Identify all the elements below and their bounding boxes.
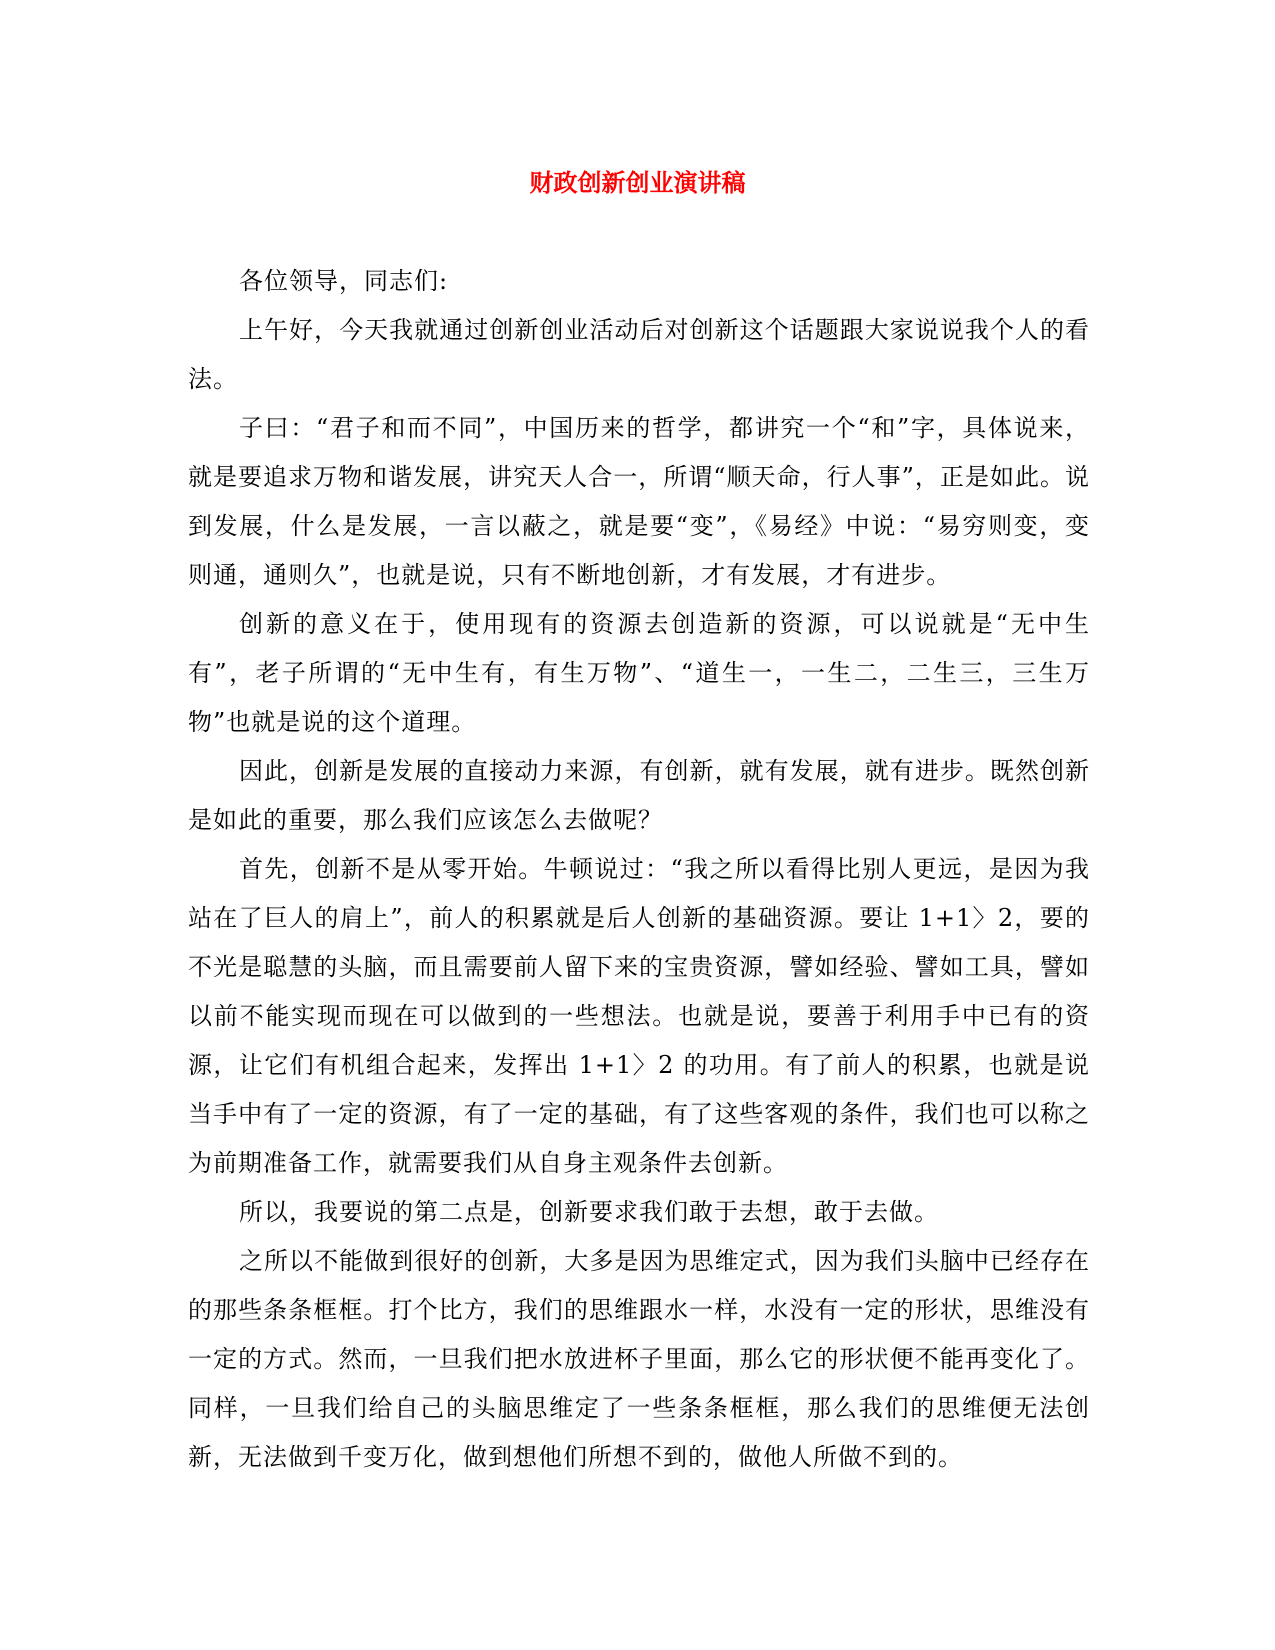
document-title: 财政创新创业演讲稿 (529, 168, 746, 197)
paragraph-opening: 上午好，今天我就通过创新创业活动后对创新这个话题跟大家说说我个人的看法。 (188, 316, 1090, 393)
paragraph-greeting: 各位领导，同志们: (239, 267, 449, 295)
paragraph-meaning: 创新的意义在于，使用现有的资源去创造新的资源，可以说就是“无中生有”，老子所谓的“无中生有，有生万物”、“道生一，一生二，二生三，三生万物”也就是说的这个道理。 (188, 610, 1090, 736)
paragraph-importance: 因此，创新是发展的直接动力来源，有创新，就有发展，就有进步。既然创新是如此的重要，那么我们应该怎么去做呢？ (188, 757, 1090, 834)
paragraph-first-point: 首先，创新不是从零开始。牛顿说过：“我之所以看得比别人更远，是因为我站在了巨人的肩上”，前人的积累就是后人创新的基础资源。要让 1+1〉2，要的不光是聪慧的头脑，而且需要前人留下来的宝贵资源，譬如经验、譬如工具，譬如以前不能实现而现在可以做到的一些想法。也就是说，要善于利用手中已有的资源，让它们有机组合起来，发挥出 1+1〉2 的功用。有了前人的积累，也就是说当手中有了一定的资源，有了一定的基础，有了这些客观的条件，我们也可以称之为前期准备工作，就需要我们从自身主观条件去创新。 (188, 855, 1090, 1177)
document-body (188, 257, 1090, 1482)
paragraph-mindset: 之所以不能做到很好的创新，大多是因为思维定式，因为我们头脑中已经存在的那些条条框框。打个比方，我们的思维跟水一样，水没有一定的形状，思维没有一定的方式。然而，一旦我们把水放进杯子里面，那么它的形状便不能再变化了。同样，一旦我们给自己的头脑思维定了一些条条框框，那么我们的思维便无法创新，无法做到千变万化，做到想他们所想不到的，做他人所做不到的。 (188, 1247, 1090, 1471)
paragraph-second-point: 所以，我要说的第二点是，创新要求我们敢于去想，敢于去做。 (239, 1198, 939, 1226)
paragraph-harmony: 子曰：“君子和而不同”，中国历来的哲学，都讲究一个“和”字，具体说来，就是要追求万物和谐发展，讲究天人合一，所谓“顺天命，行人事”，正是如此。说到发展，什么是发展，一言以蔽之，就是要“变”，《易经》中说：“易穷则变，变则通，通则久”，也就是说，只有不断地创新，才有发展，才有进步。 (188, 414, 1090, 589)
